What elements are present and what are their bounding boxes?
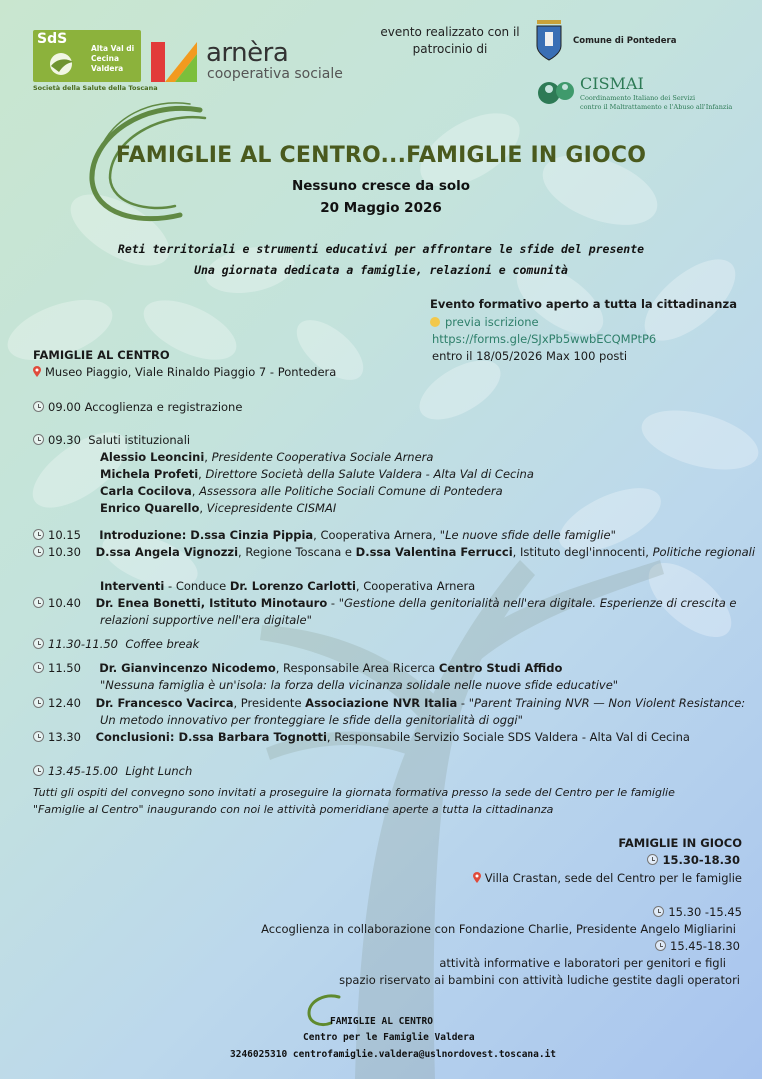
afternoon-item-1530	[653, 905, 742, 919]
morning-heading: FAMIGLIE AL CENTRO	[33, 348, 170, 362]
schedule-speaker: Introduzione: D.ssa Cinzia Pippia	[99, 528, 314, 542]
clock-icon	[33, 597, 44, 608]
speaker-role: Direttore Società della Salute Valdera - Alta Val di Cecina	[205, 467, 534, 481]
afternoon-item-1530-text: Accoglienza in collaborazione con Fondazione Charlie, Presidente Angelo Migliarini	[261, 922, 736, 936]
schedule-time: 13.30	[48, 730, 81, 744]
schedule-item-0930	[33, 433, 190, 447]
registration-link[interactable]: https://forms.gle/SJxPb5wwbECQMPtP6	[432, 332, 657, 346]
afternoon-time	[647, 853, 740, 867]
schedule-item-1040	[33, 596, 736, 610]
interventi-moderator: Dr. Lorenzo Carlotti	[229, 579, 356, 593]
clock-icon	[33, 731, 44, 742]
schedule-time: 15.45-18.30	[670, 939, 740, 953]
afternoon-time-text: 15.30-18.30	[662, 853, 740, 867]
schedule-time: 13.45-15.00	[48, 764, 118, 778]
clock-icon	[655, 940, 666, 951]
schedule-time: 12.40	[48, 696, 81, 710]
interventi-org: , Cooperativa Arnera	[355, 579, 476, 593]
schedule-text: Accoglienza e registrazione	[84, 400, 243, 414]
speaker-row: Enrico Quarello, Vicepresidente CISMAI	[100, 501, 337, 515]
invite-text-1: Tutti gli ospiti del convegno sono invitati a proseguire la giornata formativa presso la sede del Centro per le famiglie	[33, 786, 675, 799]
schedule-talk-title-cont: Un metodo innovativo per fronteggiare le sfide della genitorialità di oggi"	[100, 713, 523, 727]
pontedera-crest-icon	[533, 16, 565, 62]
schedule-talk-title: Politiche regionali	[652, 545, 756, 559]
schedule-item-1150	[33, 661, 562, 675]
interventi-text: - Conduce	[164, 579, 230, 593]
schedule-speaker: Conclusioni: D.ssa Barbara Tognotti	[95, 730, 327, 744]
speaker-name: Alessio Leoncini	[100, 450, 205, 464]
cismai-logo-name: CISMAI	[580, 74, 644, 93]
schedule-talk-title: "Le nuove sfide delle famiglie"	[439, 528, 616, 542]
schedule-speaker: Dr. Francesco Vacirca	[95, 696, 234, 710]
clock-icon	[33, 662, 44, 673]
event-title: FAMIGLIE AL CENTRO...FAMIGLIE IN GIOCO	[115, 143, 647, 168]
schedule-time: 15.30 -15.45	[668, 905, 742, 919]
schedule-speaker: D.ssa Angela Vignozzi	[95, 545, 239, 559]
patrocinio-text: evento realizzato con il patrocinio di	[380, 25, 520, 56]
schedule-time: 09.30	[48, 433, 81, 447]
comune-pontedera-label: Comune di Pontedera	[573, 36, 677, 46]
schedule-org: Associazione NVR Italia	[305, 696, 458, 710]
schedule-time: 11.30-11.50	[48, 637, 118, 651]
speaker-name: Enrico Quarello	[100, 501, 200, 515]
schedule-time: 11.50	[48, 661, 81, 675]
arnera-logo-subtitle: cooperativa sociale	[207, 66, 343, 82]
registration-note	[430, 315, 539, 329]
speaker-role: Presidente Cooperativa Sociale Arnera	[211, 450, 434, 464]
schedule-item-lunch	[33, 764, 192, 778]
schedule-text: Saluti istituzionali	[88, 433, 191, 447]
schedule-item-0900	[33, 400, 242, 414]
map-pin-icon	[33, 366, 41, 377]
clock-icon	[33, 546, 44, 557]
schedule-org: , Regione Toscana e	[238, 545, 356, 559]
schedule-role: , Responsabile Area Ricerca	[275, 661, 439, 675]
schedule-talk-title: "Gestione della genitorialità nell'era digitale. Esperienze di crescita e	[338, 596, 737, 610]
afternoon-item-1545	[655, 939, 740, 953]
schedule-talk-title: "Parent Training NVR — Non Violent Resistance:	[468, 696, 746, 710]
speaker-name: Carla Cocilova	[100, 484, 192, 498]
schedule-separator: -	[457, 696, 469, 710]
schedule-time: 10.30	[48, 545, 81, 559]
speaker-role: Vicepresidente CISMAI	[206, 501, 337, 515]
registration-note-text: previa iscrizione	[445, 315, 539, 329]
afternoon-item-1545-text: attività informative e laboratori per genitori e figli	[439, 956, 726, 970]
event-tagline-1: Reti territoriali e strumenti educativi per affrontare le sfide del presente	[117, 242, 645, 256]
schedule-speaker: Dr. Enea Bonetti, Istituto Minotauro	[95, 596, 328, 610]
sds-logo	[33, 30, 158, 92]
schedule-org: , Cooperativa Arnera,	[313, 528, 440, 542]
morning-location	[33, 365, 336, 379]
schedule-speaker: D.ssa Valentina Ferrucci	[355, 545, 513, 559]
schedule-time: 10.15	[48, 528, 81, 542]
schedule-org: , Istituto degl'innocenti,	[512, 545, 653, 559]
schedule-talk-title: "Nessuna famiglia è un'isola: la forza della vicinanza solidale nelle nuove sfide educative"	[100, 678, 619, 692]
registration-deadline: entro il 18/05/2026 Max 100 posti	[432, 349, 628, 363]
speaker-row: Carla Cocilova, Assessora alle Politiche Sociali Comune di Pontedera	[100, 484, 503, 498]
clock-icon	[647, 854, 658, 865]
schedule-item-1030	[33, 545, 755, 559]
clock-icon	[33, 765, 44, 776]
schedule-role: , Presidente	[233, 696, 306, 710]
sds-logo-subtitle: Società della Salute della Toscana	[33, 84, 158, 92]
afternoon-location	[473, 871, 742, 885]
event-tagline-2: Una giornata dedicata a famiglie, relazioni e comunità	[194, 263, 568, 277]
map-pin-icon	[473, 872, 481, 883]
afternoon-item-kids-text: spazio riservato ai bambini con attività ludiche gestite dagli operatori	[339, 973, 740, 987]
invite-text-2: "Famiglie al Centro" inaugurando con noi le attività pomeridiane aperte a tutta la cittadinanza	[33, 803, 554, 816]
footer-subtitle: Centro per le Famiglie Valdera	[303, 1032, 475, 1043]
clock-icon	[33, 401, 44, 412]
sun-icon	[430, 317, 440, 327]
schedule-item-coffee	[33, 637, 199, 651]
interventi-label: Interventi	[100, 579, 165, 593]
schedule-text: Coffee break	[125, 637, 200, 651]
arnera-logo-name: arnèra	[206, 38, 289, 68]
clock-icon	[33, 697, 44, 708]
schedule-org: Centro Studi Affido	[438, 661, 563, 675]
clock-icon	[653, 906, 664, 917]
schedule-item-1015	[33, 528, 616, 542]
schedule-separator: -	[327, 596, 339, 610]
afternoon-location-text: Villa Crastan, sede del Centro per le famiglie	[484, 871, 742, 885]
speaker-row: Michela Profeti, Direttore Società della Salute Valdera - Alta Val di Cecina	[100, 467, 534, 481]
afternoon-heading: FAMIGLIE IN GIOCO	[618, 836, 742, 850]
interventi-row	[100, 579, 475, 593]
clock-icon	[33, 638, 44, 649]
footer-title: FAMIGLIE AL CENTRO	[330, 1016, 433, 1027]
arnera-logo-icon	[151, 40, 197, 84]
sds-logo-name: Alta Val di Cecina Valdera	[91, 44, 135, 73]
schedule-item-1240	[33, 696, 745, 710]
schedule-talk-title-cont: relazioni supportive nell'era digitale"	[100, 613, 312, 627]
speaker-role: Assessora alle Politiche Sociali Comune di Pontedera	[199, 484, 503, 498]
schedule-time: 09.00	[48, 400, 81, 414]
schedule-text: Light Lunch	[125, 764, 193, 778]
sds-logo-initials: SdS	[37, 31, 68, 47]
schedule-role: , Responsabile Servizio Sociale SDS Valdera - Alta Val di Cecina	[326, 730, 690, 744]
clock-icon	[33, 529, 44, 540]
event-subtitle: Nessuno cresce da solo	[291, 178, 471, 194]
schedule-item-1330	[33, 730, 690, 744]
speaker-row: Alessio Leoncini, Presidente Cooperativa Sociale Arnera	[100, 450, 434, 464]
cismai-logo-subtitle: Coordinamento Italiano dei Servizi contro il Maltrattamento e l'Abuso all'Infanzia	[580, 94, 733, 111]
sds-bird-icon	[41, 50, 81, 78]
schedule-time: 10.40	[48, 596, 81, 610]
clock-icon	[33, 434, 44, 445]
speaker-name: Michela Profeti	[100, 467, 199, 481]
morning-location-text: Museo Piaggio, Viale Rinaldo Piaggio 7 - Pontedera	[45, 365, 337, 379]
event-date: 20 Maggio 2026	[320, 200, 442, 216]
cismai-logo-icon	[535, 75, 577, 111]
schedule-speaker: Dr. Gianvincenzo Nicodemo	[99, 661, 276, 675]
registration-heading: Evento formativo aperto a tutta la cittadinanza	[430, 297, 737, 311]
footer-contact: 3246025310 centrofamiglie.valdera@uslnordovest.toscana.it	[230, 1049, 557, 1060]
